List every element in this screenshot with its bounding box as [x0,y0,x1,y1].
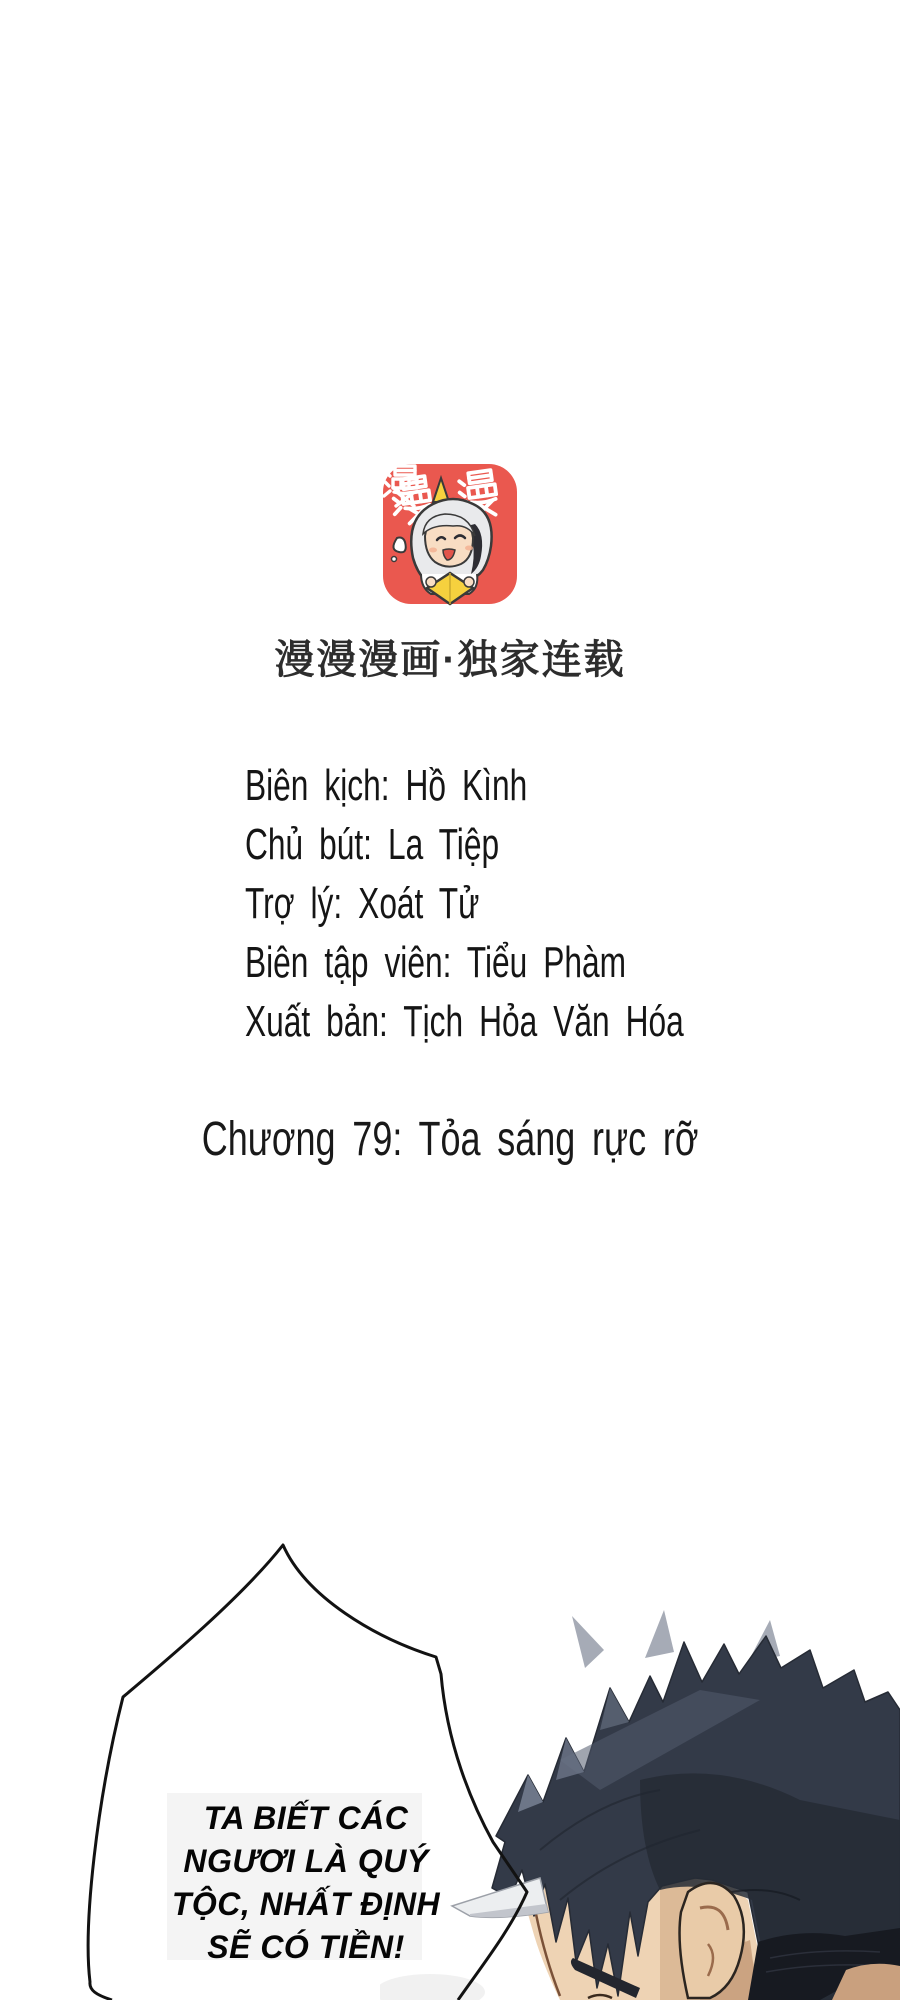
credit-line-publisher: Xuất bản: Tịch Hỏa Văn Hóa [245,997,684,1046]
credit-line-editor: Biên tập viên: Tiểu Phàm [245,938,627,987]
credits-block [245,756,854,1051]
speech-line: SẼ CÓ TIỀN! [207,1929,405,1965]
credit-line-editor-in-chief: Chủ bút: La Tiệp [245,820,500,869]
credit-line-writer: Biên kịch: Hồ Kình [245,761,528,810]
speech-bubble-outline [60,1500,560,2000]
clothing [748,1928,900,2000]
sweat-drop [393,538,405,553]
chapter-title: Chương 79: Tỏa sáng rực rỡ [201,1113,699,1166]
speech-line: TA BIẾT CÁC [203,1800,409,1836]
credit-line-assistant: Trợ lý: Xoát Tử [245,879,480,928]
speech-line: NGƯƠI LÀ QUÝ [183,1843,429,1879]
speech-line: TỘC, NHẤT ĐỊNH [171,1886,441,1922]
manman-app-icon [381,462,519,620]
publisher-subtitle: 漫漫漫画·独家连载 [274,638,626,682]
